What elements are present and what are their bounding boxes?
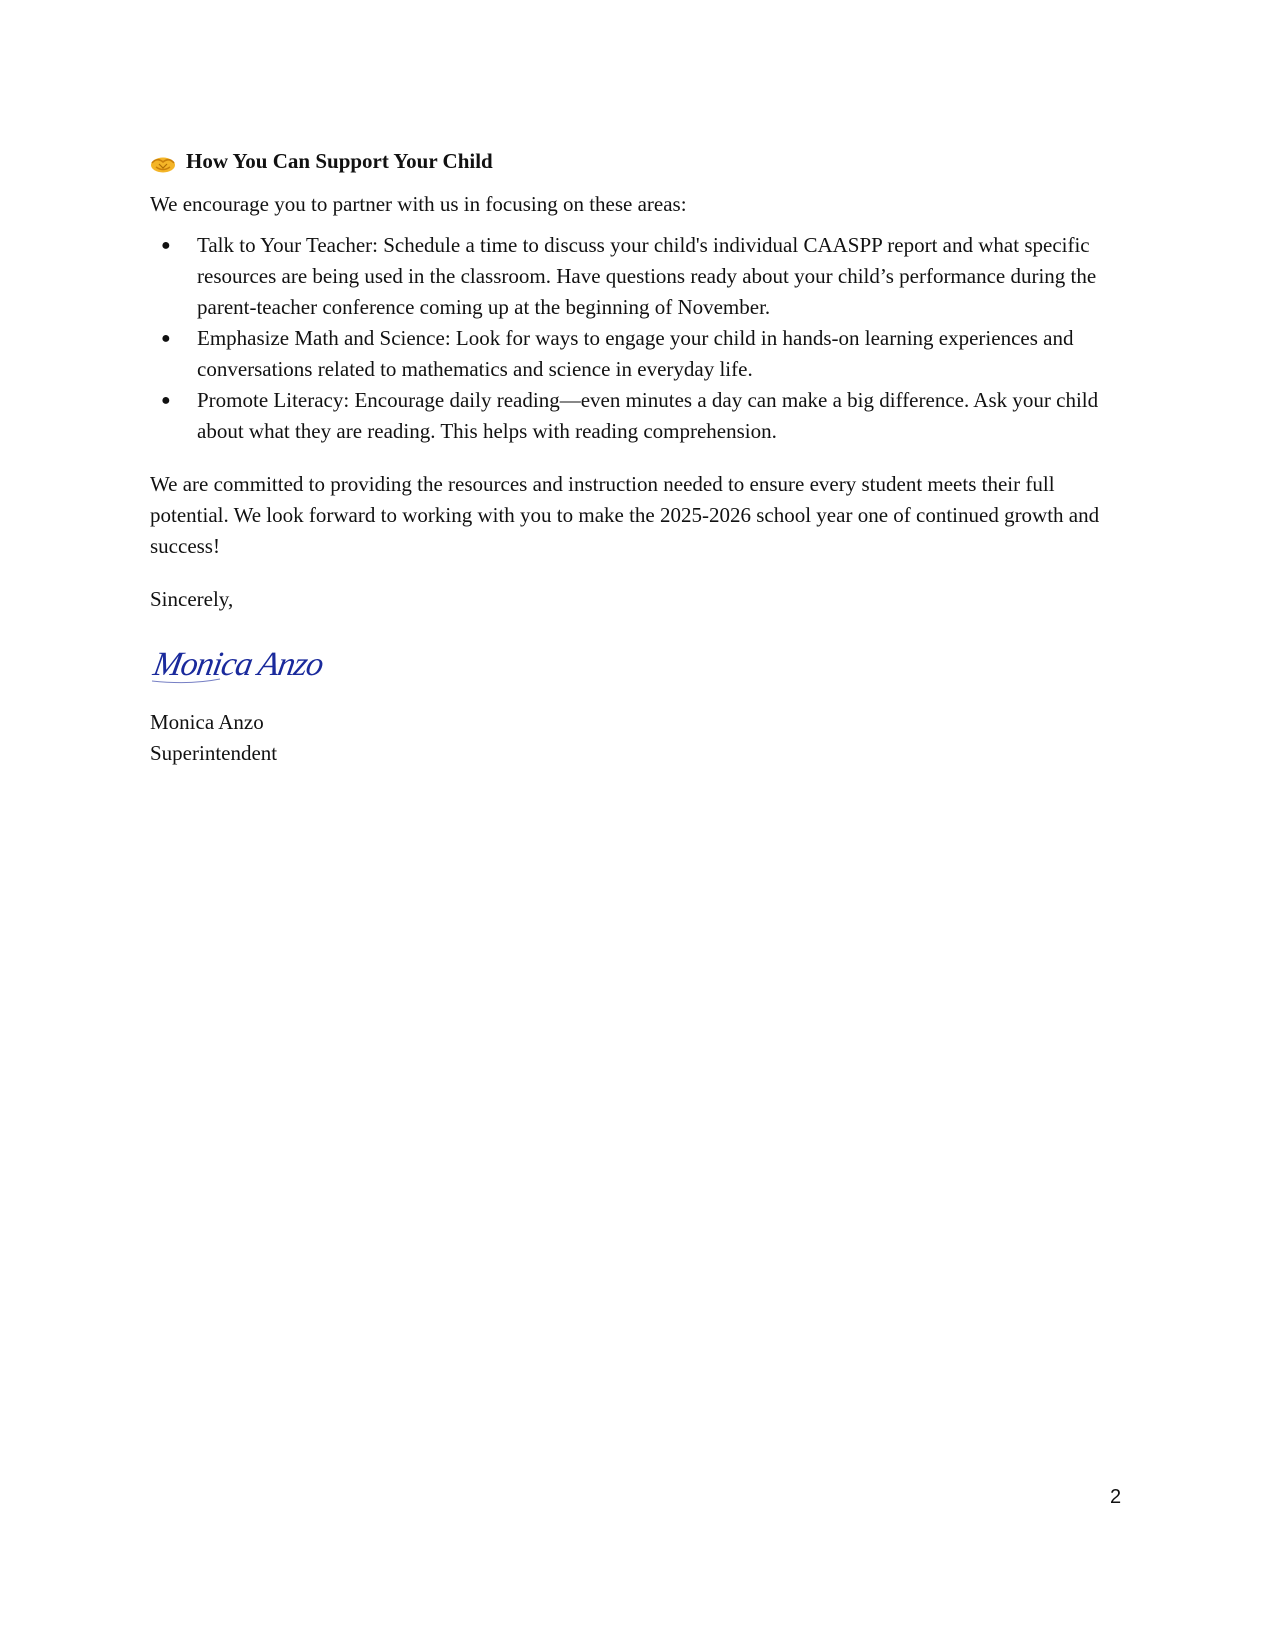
valediction: Sincerely, (150, 587, 234, 611)
letter-body (150, 146, 1130, 769)
page-number: 2 (1110, 1486, 1122, 1508)
intro-text: We encourage you to partner with us in focusing on these areas: (150, 192, 687, 216)
bullet-icon: ● (161, 330, 171, 347)
list-item-text: Emphasize Math and Science: Look for ways to engage your child in hands-on learning experiences and conversations related to mathematics and science in everyday life. (197, 326, 1074, 381)
svg-text:Monica Anzo: Monica Anzo (150, 645, 326, 683)
closing-paragraph: We are committed to providing the resources and instruction needed to ensure every student meets their full potential. We look forward to working with you to make the 2025-2026 school year one of continued growth and success! (150, 472, 1100, 558)
section-heading-text: How You Can Support Your Child (186, 149, 493, 173)
list-item (150, 230, 1130, 323)
bullet-icon: ● (161, 237, 171, 254)
list-item-text: Talk to Your Teacher: Schedule a time to discuss your child's individual CAASPP report and what specific resources are being used in the classroom. Have questions ready about your child’s performance during the parent-teacher conference coming up at the beginning of November. (197, 233, 1097, 319)
signature-image (150, 641, 350, 687)
list-item (150, 385, 1130, 447)
list-item-text: Promote Literacy: Encourage daily reading—even minutes a day can make a big difference. Ask your child about what they are reading. This helps with reading comprehension. (197, 388, 1099, 443)
bullet-icon: ● (161, 392, 171, 409)
section-heading (150, 146, 1130, 177)
support-list (150, 230, 1130, 447)
signatory-name: Monica Anzo (150, 710, 264, 734)
list-item (150, 323, 1130, 385)
handshake-icon (150, 152, 176, 172)
signatory-title: Superintendent (150, 741, 278, 765)
